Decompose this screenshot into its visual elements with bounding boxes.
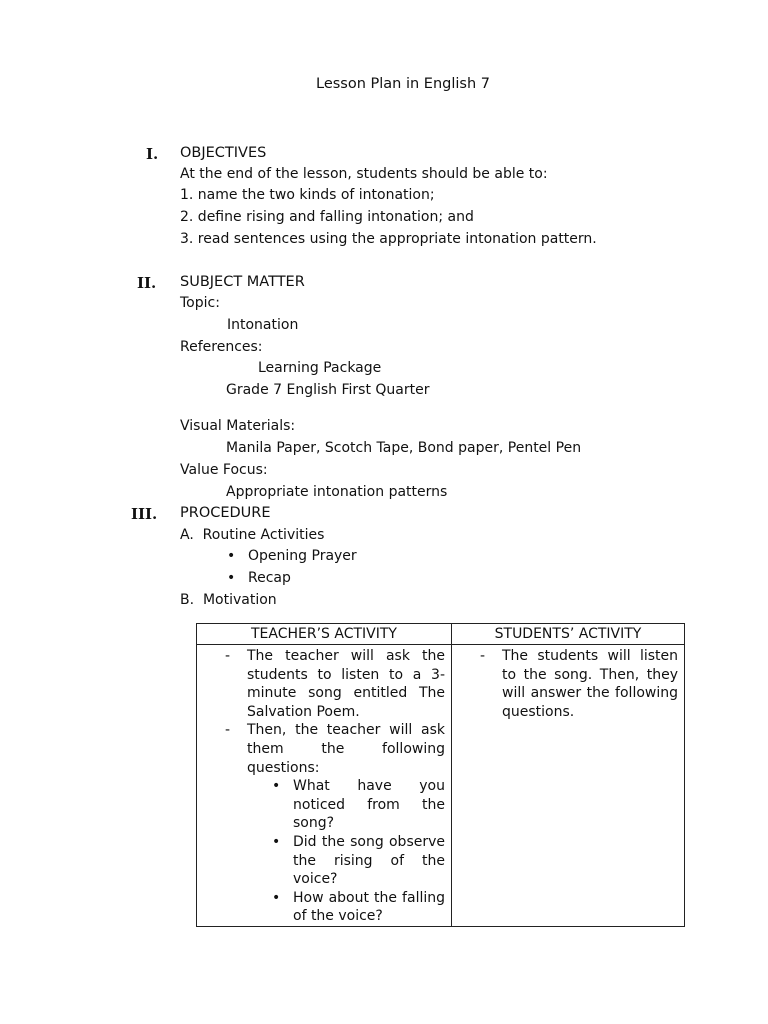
value-focus-label: Value Focus: xyxy=(180,462,268,478)
question-item xyxy=(247,777,445,833)
bullet-icon: • xyxy=(272,778,281,795)
bullet-icon: • xyxy=(227,570,236,586)
question-text: What have you noticed from the song? xyxy=(293,778,445,832)
section-heading-objectives: OBJECTIVES xyxy=(180,145,267,161)
section-numeral-objectives: I. xyxy=(146,145,159,163)
teacher-activity-text: Then, the teacher will ask them the following questions: xyxy=(247,722,445,776)
teacher-activity-header: TEACHER’S ACTIVITY xyxy=(197,624,452,645)
section-numeral-procedure: III. xyxy=(131,505,158,523)
value-focus-value: Appropriate intonation patterns xyxy=(226,484,448,500)
references-label: References: xyxy=(180,339,263,355)
routine-activities-label: A. Routine Activities xyxy=(180,527,325,543)
question-text: Did the song observe the rising of the voice? xyxy=(293,833,445,888)
activity-table xyxy=(196,623,685,927)
routine-item: Recap xyxy=(248,570,291,586)
section-numeral-subject-matter: II. xyxy=(137,274,157,292)
topic-value: Intonation xyxy=(227,317,299,333)
reference-item: Learning Package xyxy=(258,360,382,376)
reference-item: Grade 7 English First Quarter xyxy=(226,382,430,398)
teacher-activity-text: The teacher will ask the students to listen to a 3-minute song entitled The Salvation Poem. xyxy=(247,648,445,720)
question-text: How about the falling of the voice? xyxy=(293,889,445,925)
bullet-icon: • xyxy=(272,889,281,906)
visual-materials-value: Manila Paper, Scotch Tape, Bond paper, Pentel Pen xyxy=(226,440,582,456)
bullet-icon: • xyxy=(272,833,281,850)
question-item xyxy=(247,833,445,889)
bullet-icon: • xyxy=(227,548,236,564)
routine-item: Opening Prayer xyxy=(248,548,357,564)
motivation-label: B. Motivation xyxy=(180,592,277,608)
dash-marker: - xyxy=(480,648,486,664)
students-activity-cell xyxy=(452,645,685,927)
list-item xyxy=(452,647,678,721)
objective-item: 2. define rising and falling intonation; and xyxy=(180,209,474,225)
teacher-activity-cell xyxy=(197,645,452,927)
list-item xyxy=(197,721,445,926)
students-activity-header: STUDENTS’ ACTIVITY xyxy=(452,624,685,645)
dash-marker: - xyxy=(225,648,231,664)
students-activity-text: The students will listen to the song. Then, they will answer the following questions. xyxy=(502,648,678,720)
visual-materials-label: Visual Materials: xyxy=(180,418,296,434)
objective-item: 3. read sentences using the appropriate intonation pattern. xyxy=(180,231,597,247)
question-item xyxy=(247,889,445,926)
dash-marker: - xyxy=(225,722,231,739)
objective-item: 1. name the two kinds of intonation; xyxy=(180,187,435,203)
topic-label: Topic: xyxy=(180,295,220,311)
section-heading-subject-matter: SUBJECT MATTER xyxy=(180,274,305,290)
page-title: Lesson Plan in English 7 xyxy=(316,76,490,92)
list-item xyxy=(197,647,445,721)
section-heading-procedure: PROCEDURE xyxy=(180,505,271,521)
objectives-intro: At the end of the lesson, students should be able to: xyxy=(180,166,548,182)
